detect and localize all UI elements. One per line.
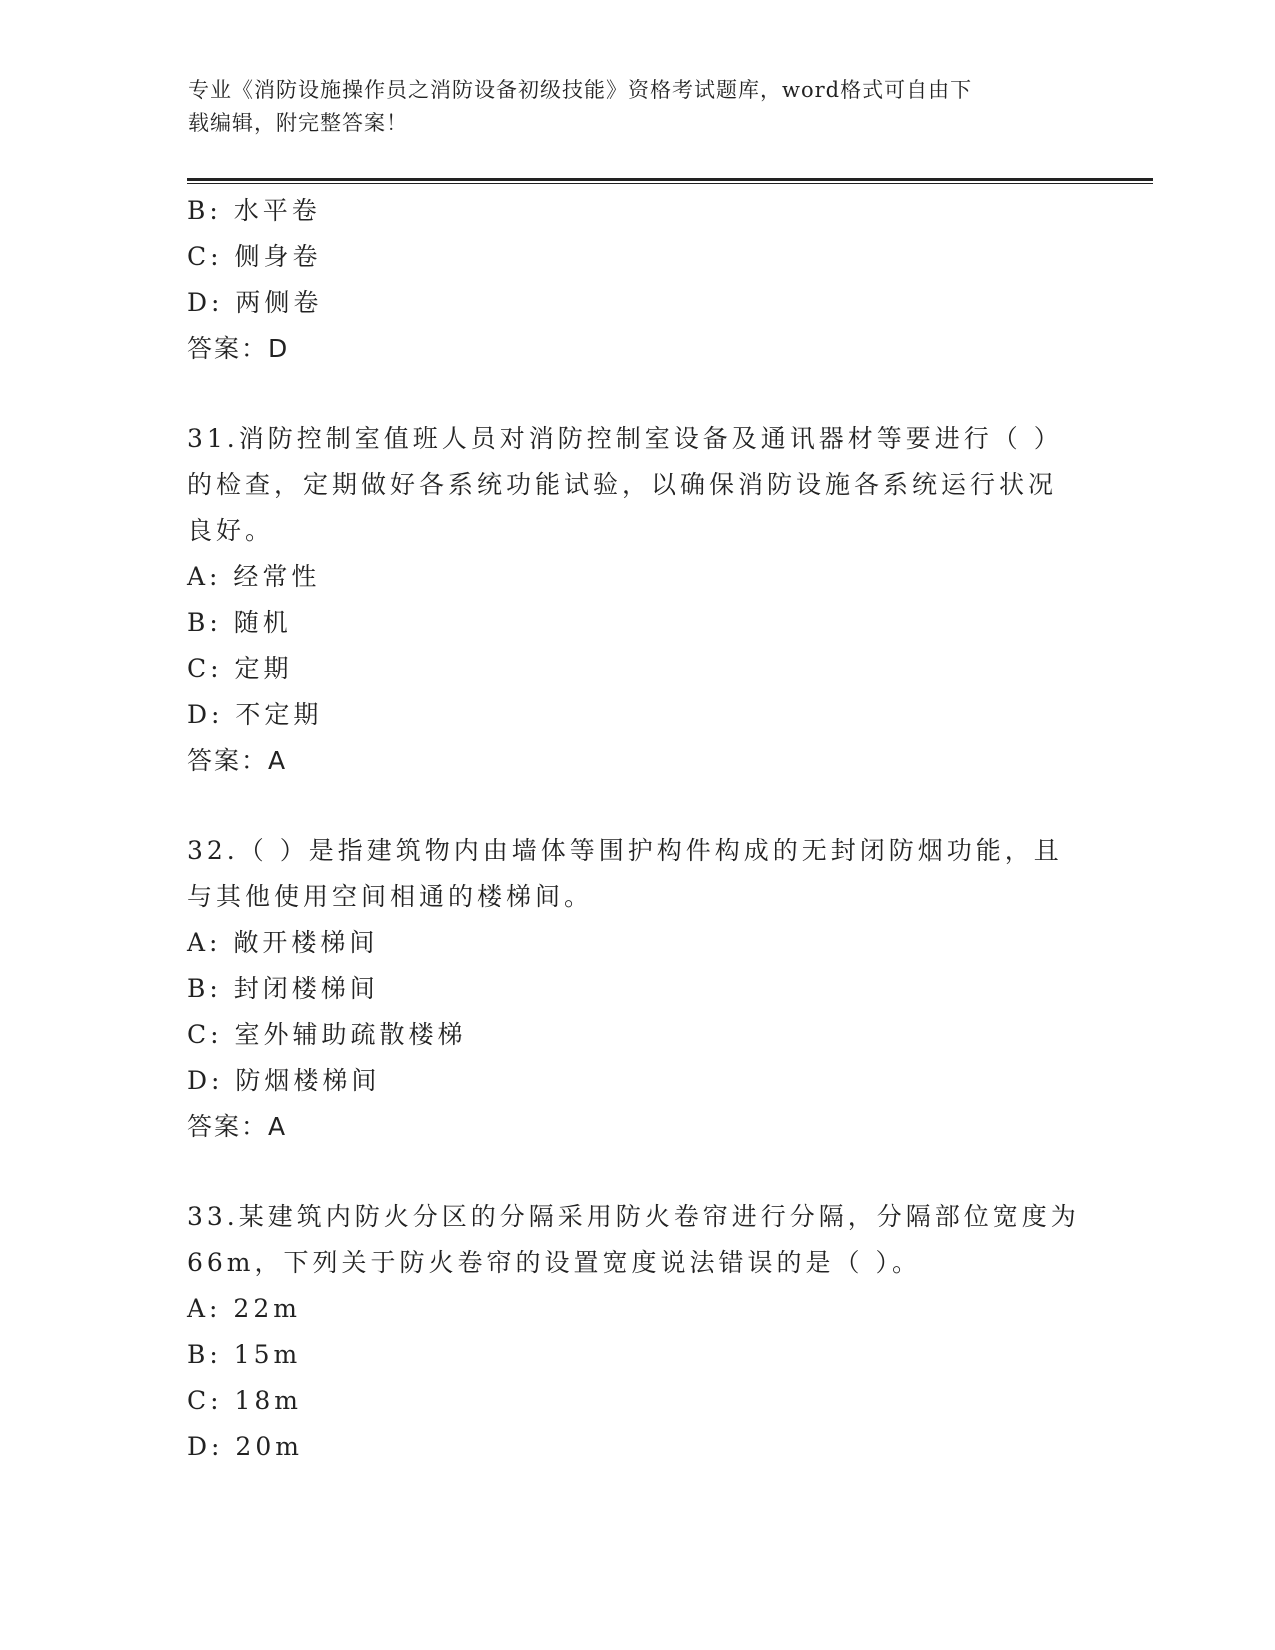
spacer — [187, 372, 1087, 416]
spacer — [187, 1150, 1087, 1194]
option-a: A: 经常性 — [187, 562, 321, 591]
option-d: D: 不定期 — [187, 700, 323, 729]
answer-label: 答案：A — [187, 1112, 288, 1141]
question-stem-line: 66m，下列关于防火卷帘的设置宽度说法错误的是（ ）。 — [187, 1248, 921, 1277]
header-line-1: 专业《消防设施操作员之消防设备初级技能》资格考试题库，word格式可自由下 — [188, 78, 973, 102]
option-d: D: 两侧卷 — [187, 288, 323, 317]
question-stem-line: 31.消防控制室值班人员对消防控制室设备及通讯器材等要进行（ ） — [187, 424, 1063, 453]
option-a: A: 22m — [187, 1294, 301, 1323]
option-b: B: 水平卷 — [187, 196, 321, 225]
header-line-2: 载编辑，附完整答案！ — [188, 111, 408, 135]
option-b: B: 随机 — [187, 608, 292, 637]
option-c: C: 定期 — [187, 654, 293, 683]
question-block-32 — [187, 828, 1087, 1150]
spacer — [187, 784, 1087, 828]
option-c: C: 18m — [187, 1386, 303, 1415]
question-stem-line: 的检查，定期做好各系统功能试验，以确保消防设施各系统运行状况 — [187, 470, 1058, 499]
question-stem-line: 与其他使用空间相通的楼梯间。 — [187, 882, 594, 911]
option-d: D: 防烟楼梯间 — [187, 1066, 381, 1095]
question-block-33 — [187, 1194, 1087, 1470]
option-a: A: 敞开楼梯间 — [187, 928, 379, 957]
question-stem-line: 32.（ ）是指建筑物内由墙体等围护构件构成的无封闭防烟功能，且 — [187, 836, 1063, 865]
header-divider-thick — [187, 178, 1153, 181]
option-d: D: 20m — [187, 1432, 303, 1461]
option-b: B: 封闭楼梯间 — [187, 974, 379, 1003]
option-b: B: 15m — [187, 1340, 302, 1369]
answer-label: 答案：A — [187, 746, 288, 775]
option-c: C: 室外辅助疏散楼梯 — [187, 1020, 467, 1049]
header-divider-thin — [187, 183, 1153, 184]
question-block-31 — [187, 416, 1087, 784]
question-block-previous — [187, 188, 1087, 372]
question-content — [187, 188, 1087, 1470]
question-stem-line: 良好。 — [187, 516, 275, 545]
question-stem-line: 33.某建筑内防火分区的分隔采用防火卷帘进行分隔，分隔部位宽度为 — [187, 1202, 1080, 1231]
answer-label: 答案：D — [187, 334, 290, 363]
option-c: C: 侧身卷 — [187, 242, 322, 271]
document-header — [188, 74, 1088, 140]
